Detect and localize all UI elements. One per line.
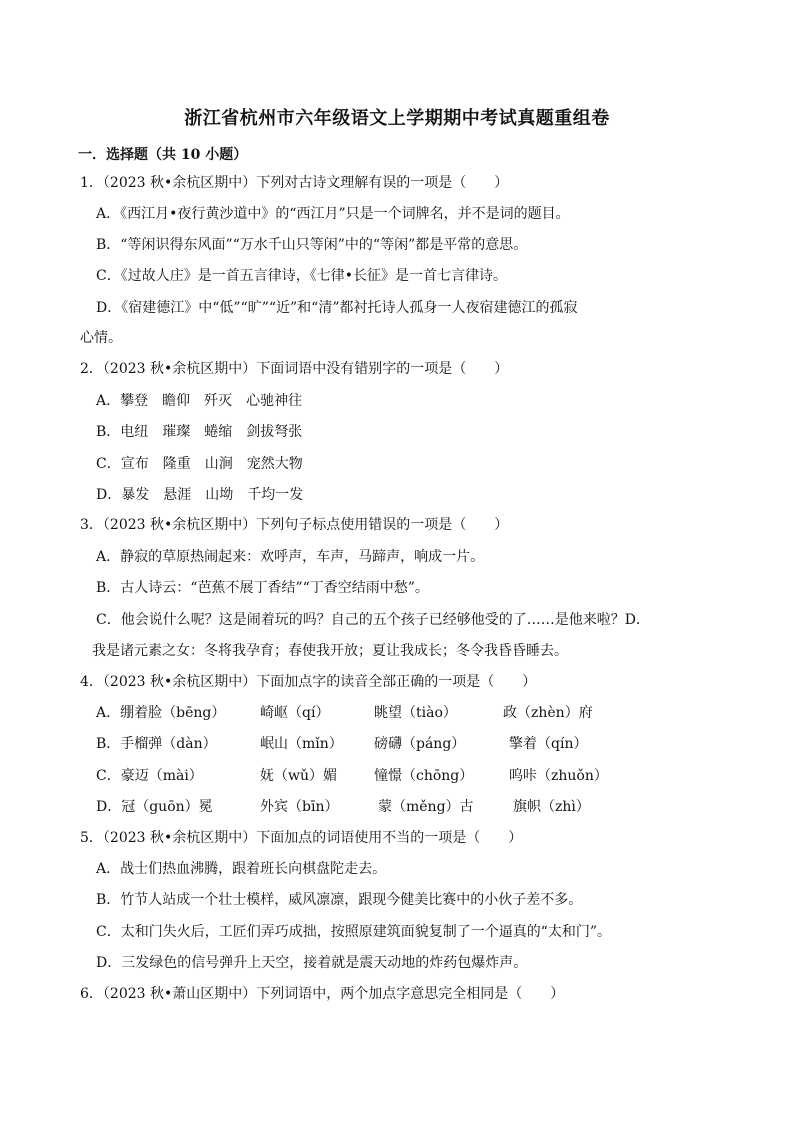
- page-title: 浙江省杭州市六年级语文上学期期中考试真题重组卷: [184, 108, 610, 129]
- question-2-stem: 2．（2023 秋•余杭区期中）下面词语中没有错别字的一项是（ ）: [80, 361, 509, 377]
- question-4-option-d-item: D．冠（guōn）冕: [96, 799, 213, 815]
- question-4-option-c-item: 呜咔（zhuǒn）: [509, 768, 608, 784]
- question-2-option-b: B．电纽 璀璨 蜷缩 剑拔弩张: [96, 424, 303, 440]
- question-4-option-a-item: 政（zhèn）府: [503, 705, 593, 721]
- question-4-option-b-item: 磅礴（páng）: [374, 736, 466, 752]
- question-5-option-b: B．竹节人站成一个壮士模样，威风凛凛，跟现今健美比赛中的小伙子差不多。: [96, 892, 583, 908]
- question-5-stem: 5．（2023 秋•余杭区期中）下面加点的词语使用不当的一项是（ ）: [80, 830, 523, 846]
- question-4-option-c-item: C．豪迈（mài）: [96, 768, 203, 784]
- question-4-option-c-item: 妩（wǔ）媚: [260, 768, 337, 784]
- question-3-option-a: A．静寂的草原热闹起来：欢呼声，车声，马蹄声，响成一片。: [96, 549, 485, 565]
- question-6-stem: 6．（2023 秋•萧山区期中）下列词语中，两个加点字意思完全相同是（ ）: [80, 986, 565, 1002]
- question-4-option-b-item: 擎着（qín）: [509, 736, 588, 752]
- question-4-option-d-item: 蒙（měng）古: [378, 799, 474, 815]
- question-5-option-c: C．太和门失火后，工匠们弄巧成拙，按照原建筑面貌复制了一个逼真的“太和门”。: [96, 924, 612, 940]
- question-3-option-d: 我是诸元素之女：冬将我孕育；春使我开放；夏让我成长；冬令我昏昏睡去。: [92, 643, 568, 659]
- question-4-option-d-item: 外宾（bīn）: [260, 799, 339, 815]
- question-5-option-d: D．三发绿色的信号弹升上天空，接着就是震天动地的炸药包爆炸声。: [96, 955, 528, 971]
- question-1-option-b: B．“等闲识得东风面”“万水千山只等闲”中的“等闲”都是平常的意思。: [96, 237, 528, 253]
- question-4-option-a-item: 崎岖（qí）: [260, 705, 330, 721]
- question-2-option-d: D．暴发 悬涯 山坳 千均一发: [96, 487, 304, 503]
- question-3-stem: 3．（2023 秋•余杭区期中）下列句子标点使用错误的一项是（ ）: [80, 517, 509, 533]
- question-2-option-c: C．宣布 隆重 山涧 宠然大物: [96, 456, 303, 472]
- question-4-option-d-item: 旗帜（zhì）: [513, 799, 590, 815]
- question-4-option-a-item: A．绷着脸（bēng）: [96, 705, 226, 721]
- question-4-option-c-item: 憧憬（chōng）: [374, 768, 474, 784]
- question-1-stem: 1．（2023 秋•余杭区期中）下列对古诗文理解有误的一项是（ ）: [80, 175, 509, 191]
- question-4-stem: 4．（2023 秋•余杭区期中）下面加点字的读音全部正确的一项是（ ）: [80, 674, 537, 690]
- question-2-option-a: A．攀登 瞻仰 歼灭 心驰神往: [96, 393, 303, 409]
- question-3-option-b: B．古人诗云：“芭蕉不展丁香结”“丁香空结雨中愁”。: [96, 580, 429, 596]
- question-1-option-d-continued: 心情。: [80, 330, 122, 346]
- question-5-option-a: A．战士们热血沸腾，跟着班长向棋盘陀走去。: [96, 861, 387, 877]
- question-1-option-d: D．《宿建德江》中“低”“旷”“近”和“清”都衬托诗人孤身一人夜宿建德江的孤寂: [96, 300, 578, 316]
- question-1-option-a: A．《西江月•夜行黄沙道中》的“西江月”只是一个词牌名，并不是词的题目。: [96, 206, 570, 222]
- question-1-option-c: C．《过故人庄》是一首五言律诗，《七律•长征》是一首七言律诗。: [96, 268, 507, 284]
- section-heading: 一．选择题（共 10 小题）: [78, 147, 248, 163]
- question-4-option-a-item: 眺望（tiào）: [374, 705, 457, 721]
- question-3-option-c: C．他会说什么呢？这是闹着玩的吗？自己的五个孩子已经够他受的了……是他来啦？D．: [96, 612, 650, 628]
- question-4-option-b-item: B．手榴弹（dàn）: [96, 736, 217, 752]
- question-4-option-b-item: 岷山（mǐn）: [260, 736, 343, 752]
